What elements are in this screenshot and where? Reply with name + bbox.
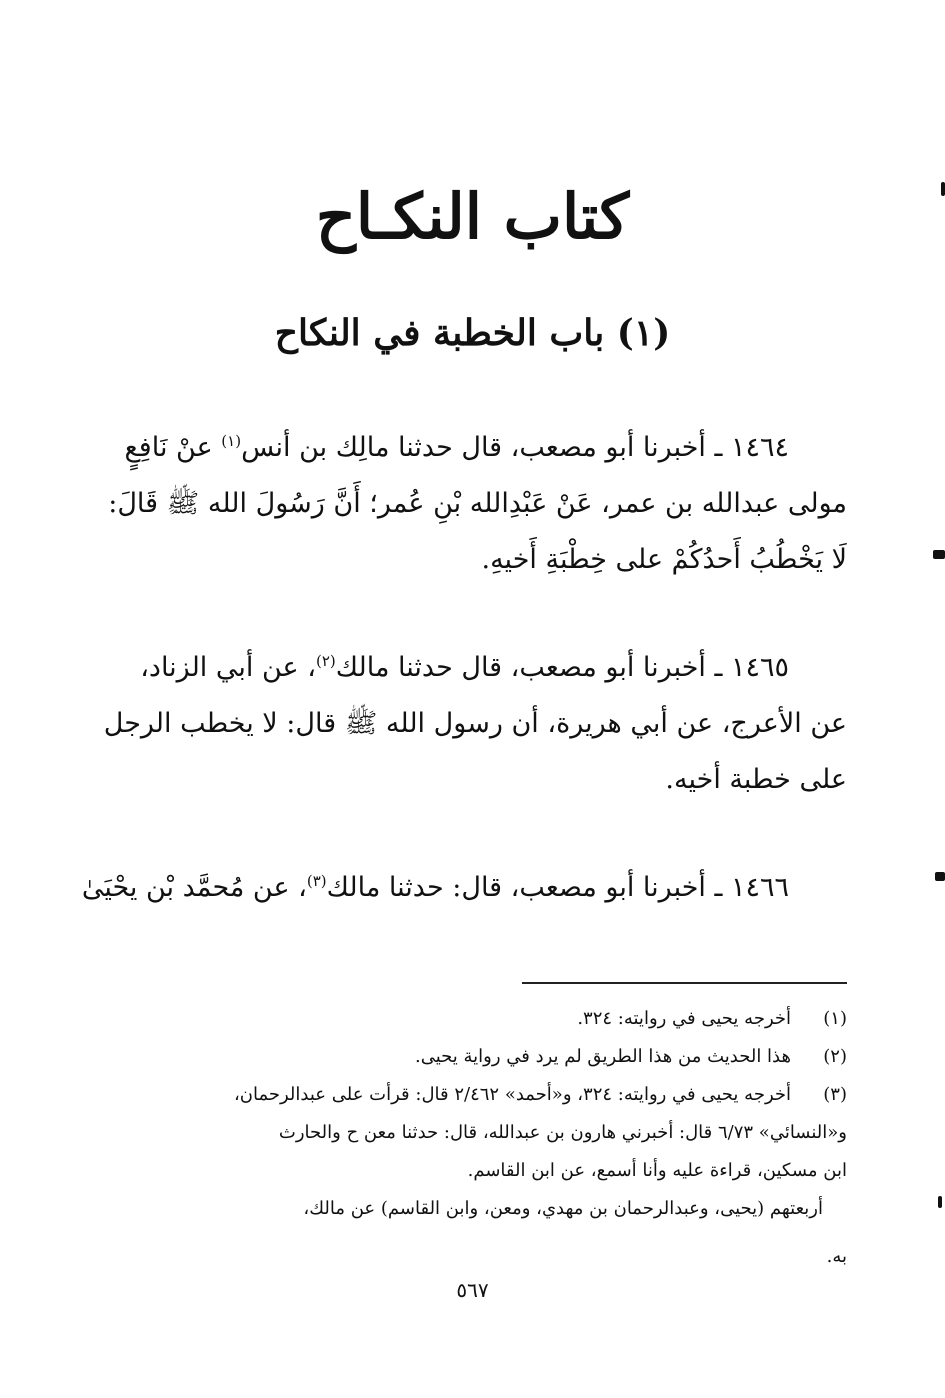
hadith-line: عن الأعرج، عن أبي هريرة، أن رسول الله ﷺ قال: لا يخطب الرجل [103, 708, 847, 739]
footnote-2 [147, 1038, 847, 1076]
footnote-ref-3: (٣) [306, 872, 327, 890]
hadith-1465 [103, 640, 847, 808]
scan-edge-mark [933, 550, 945, 559]
footnotes [147, 1000, 847, 1276]
footnote-text: أخرجه يحيى في روايته: ٣٢٤، و«أحمد» ٢/٤٦٢ قال: قرأت على عبدالرحمان، [233, 1084, 791, 1105]
scan-edge-mark [935, 872, 945, 881]
hadith-line: لَا يَخْطُبُ أَحدُكُمْ على خِطْبَةِ أَخيهِ. [481, 544, 847, 575]
page-number: ٥٦٧ [456, 1278, 489, 1302]
hadith-line: ١٤٦٦ ـ أخبرنا أبو مصعب، قال: حدثنا مالك$^{(٣)}$، عن مُحمَّد بْن يحْيَىٰ [81, 872, 789, 903]
footnote-number: (٣) [823, 1084, 847, 1105]
hadith-line: ١٤٦٥ ـ أخبرنا أبو مصعب، قال حدثنا مالك$^{(٢)}$، عن أبي الزناد، [140, 652, 789, 683]
scan-edge-mark [938, 1196, 942, 1208]
footnote-text: أخرجه يحيى في روايته: ٣٢٤. [577, 1008, 791, 1029]
footnote-1 [147, 1000, 847, 1038]
hadith-line: مولى عبدالله بن عمر، عَنْ عَبْدِالله بْنِ عُمر؛ أَنَّ رَسُولَ الله ﷺ قَالَ: [108, 488, 847, 519]
footnote-ref-2: (٢) [315, 652, 336, 670]
chapter-title: (١) باب الخطبة في النكاح [274, 312, 671, 354]
footnote-text: ابن مسكين، قراءة عليه وأنا أسمع، عن ابن القاسم. [467, 1160, 847, 1181]
footnote-ref-1: (١) [221, 432, 242, 450]
footnote-text: أربعتهم (يحيى، وعبدالرحمان بن مهدي، ومعن، وابن القاسم) عن مالك، [303, 1198, 823, 1219]
footnote-text: هذا الحديث من هذا الطريق لم يرد في رواية يحيى. [414, 1046, 791, 1067]
book-title: كتاب النكـاح [315, 180, 630, 253]
footnote-text: و«النسائي» ٦/٧٣ قال: أخبرني هارون بن عبدالله، قال: حدثنا معن ح والحارث [278, 1122, 847, 1143]
scan-edge-mark [941, 182, 945, 196]
hadith-1464 [108, 420, 847, 588]
hadith-line: على خطبة أخيه. [665, 764, 847, 795]
footnote-text: به. [826, 1246, 847, 1267]
footnote-number: (٢) [823, 1046, 847, 1067]
footnote-3 [147, 1076, 847, 1276]
hadith-1466 [81, 860, 847, 916]
footnote-separator [522, 982, 847, 984]
hadith-line: ١٤٦٤ ـ أخبرنا أبو مصعب، قال حدثنا مالِك بن أنس$^{(١)}$ عنْ نَافِعٍ [124, 432, 789, 463]
footnote-number: (١) [823, 1008, 847, 1029]
